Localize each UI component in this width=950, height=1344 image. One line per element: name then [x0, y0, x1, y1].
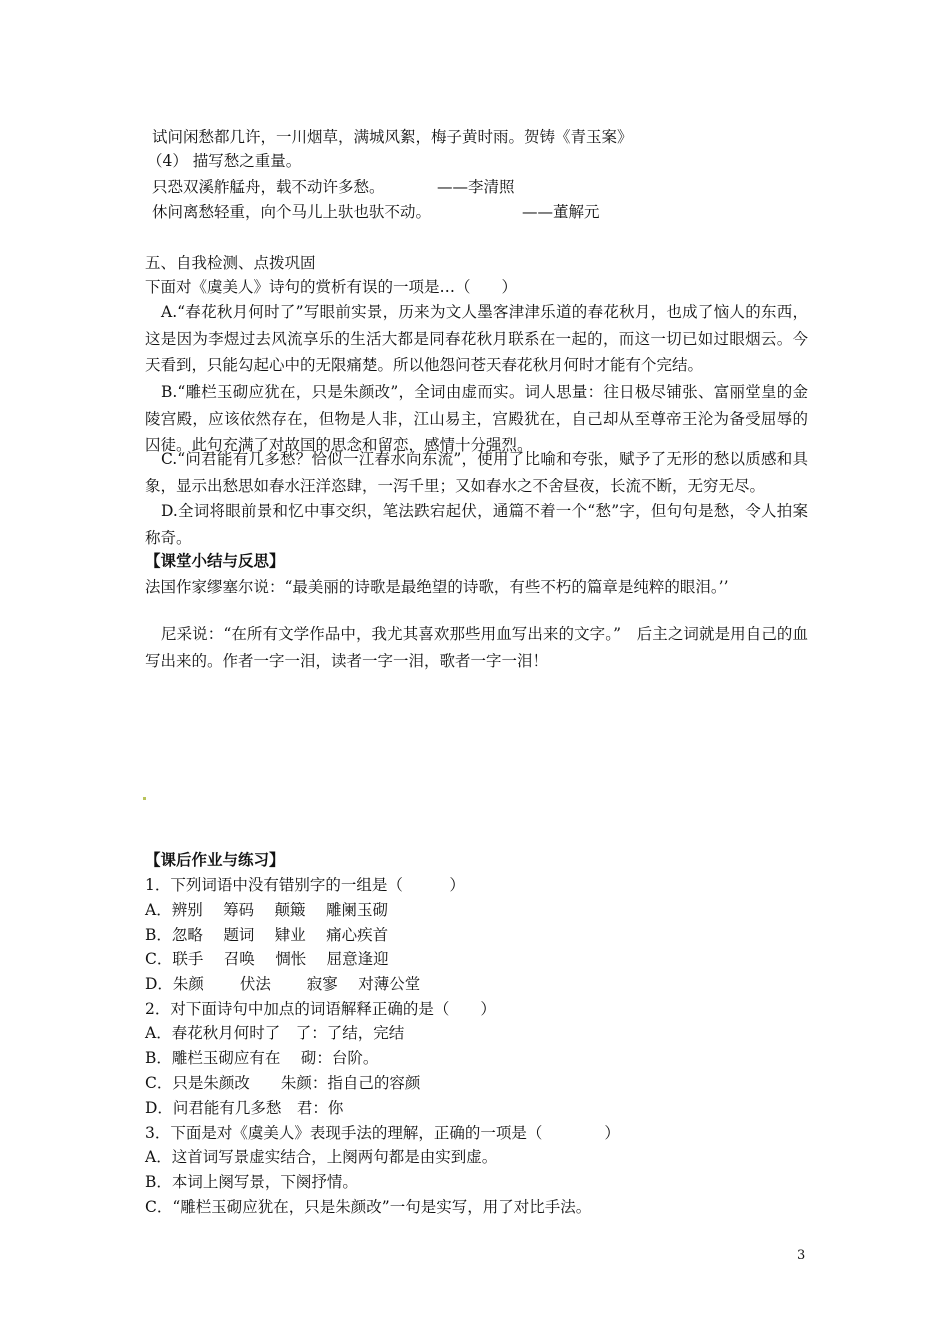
summary-quote-nietzsche: 尼采说：“在所有文学作品中，我尤其喜欢那些用血写出来的文字。” 后主之词就是用自己的血写出来的。作者一字一泪，读者一字一泪，歌者一字一泪！	[145, 625, 808, 670]
summary-quote-musset: 法国作家缪塞尔说：“最美丽的诗歌是最绝望的诗歌，有些不朽的篇章是纯粹的眼泪。’’	[145, 578, 729, 596]
option-c: C.“问君能有几多愁？恰似一江春水向东流”，使用了比喻和夸张，赋予了无形的愁以质感和具象，显示出愁思如春水汪洋恣肆，一泻千里；又如春水之不舍昼夜，长流不断，无穷无尽。	[145, 450, 808, 495]
option-b: B.“雕栏玉砌应犹在，只是朱颜改”，全词由虚而实。词人思量：往日极尽铺张、富丽堂皇的金陵宫殿，应该依然存在，但物是人非，江山易主，宫殿犹在，自己却从至尊帝王沦为备受屈辱的囚徒。此句充满了对故国的思念和留恋，感情十分强烈。	[145, 383, 808, 455]
page-number: 3	[797, 1248, 806, 1263]
homework-q3-option-b: B．本词上阕写景，下阕抒情。	[145, 1173, 358, 1191]
homework-q3-option-a: A．这首词写景虚实结合，上阕两句都是由实到虚。	[145, 1148, 498, 1166]
homework-q3: 3．下面是对《虞美人》表现手法的理解，正确的一项是（ ）	[145, 1124, 620, 1142]
homework-q2-option-c: C．只是朱颜改 朱颜：指自己的容颜	[145, 1074, 421, 1092]
quote-li-qingzhao: 只恐双溪舴艋舟，载不动许多愁。	[152, 178, 385, 196]
homework-q1-option-a: A．辨别 筹码 颠簸 雕阑玉砌	[145, 901, 388, 919]
quote-li-qingzhao-author: ——李清照	[437, 178, 515, 196]
section-5-question: 下面对《虞美人》诗句的赏析有误的一项是…（ ）	[145, 278, 518, 296]
option-a: A.“春花秋月何时了”写眼前实景，历来为文人墨客津津乐道的春花秋月，也成了恼人的东西，这是因为李煜过去风流享乐的生活大都是同春花秋月联系在一起的，而这一切已如过眼烟云。今天看到，只能勾起心中的无限痛楚。所以他怨问苍天春花秋月何时才能有个完结。	[145, 303, 808, 375]
summary-title: 【课堂小结与反思】	[145, 551, 285, 570]
quote-dong-jieyuan: 休问离愁轻重，向个马儿上驮也驮不动。	[152, 203, 432, 221]
section-5-title: 五、自我检测、点拨巩固	[145, 254, 316, 272]
item-4-heading: （4） 描写愁之重量。	[147, 152, 302, 170]
option-d: D.全词将眼前景和忆中事交织，笔法跌宕起伏，通篇不着一个“愁”字，但句句是愁，令人拍案称奇。	[145, 502, 808, 547]
homework-q2-option-a: A．春花秋月何时了 了：了结，完结	[145, 1024, 405, 1042]
homework-q1: 1．下列词语中没有错别字的一组是（ ）	[145, 876, 465, 894]
homework-q1-option-d: D．朱颜 伏法 寂寥 对薄公堂	[145, 975, 421, 993]
stray-mark	[143, 797, 146, 800]
quote-dong-jieyuan-author: ——董解元	[522, 203, 600, 221]
homework-q2-option-d: D．问君能有几多愁 君：你	[145, 1099, 344, 1117]
homework-q1-option-b: B．忽略 题词 肄业 痛心疾首	[145, 926, 389, 944]
homework-q1-option-c: C．联手 召唤 惆怅 屈意逢迎	[145, 950, 389, 968]
poem-line-qingyuan: 试问闲愁都几许，一川烟草，满城风絮，梅子黄时雨。贺铸《青玉案》	[152, 128, 633, 146]
homework-q2-option-b: B．雕栏玉砌应有在 砌：台阶。	[145, 1049, 379, 1067]
homework-q2: 2．对下面诗句中加点的词语解释正确的是（ ）	[145, 1000, 496, 1018]
homework-title: 【课后作业与练习】	[145, 850, 285, 869]
homework-q3-option-c: C．“雕栏玉砌应犹在，只是朱颜改”一句是实写，用了对比手法。	[145, 1198, 592, 1216]
